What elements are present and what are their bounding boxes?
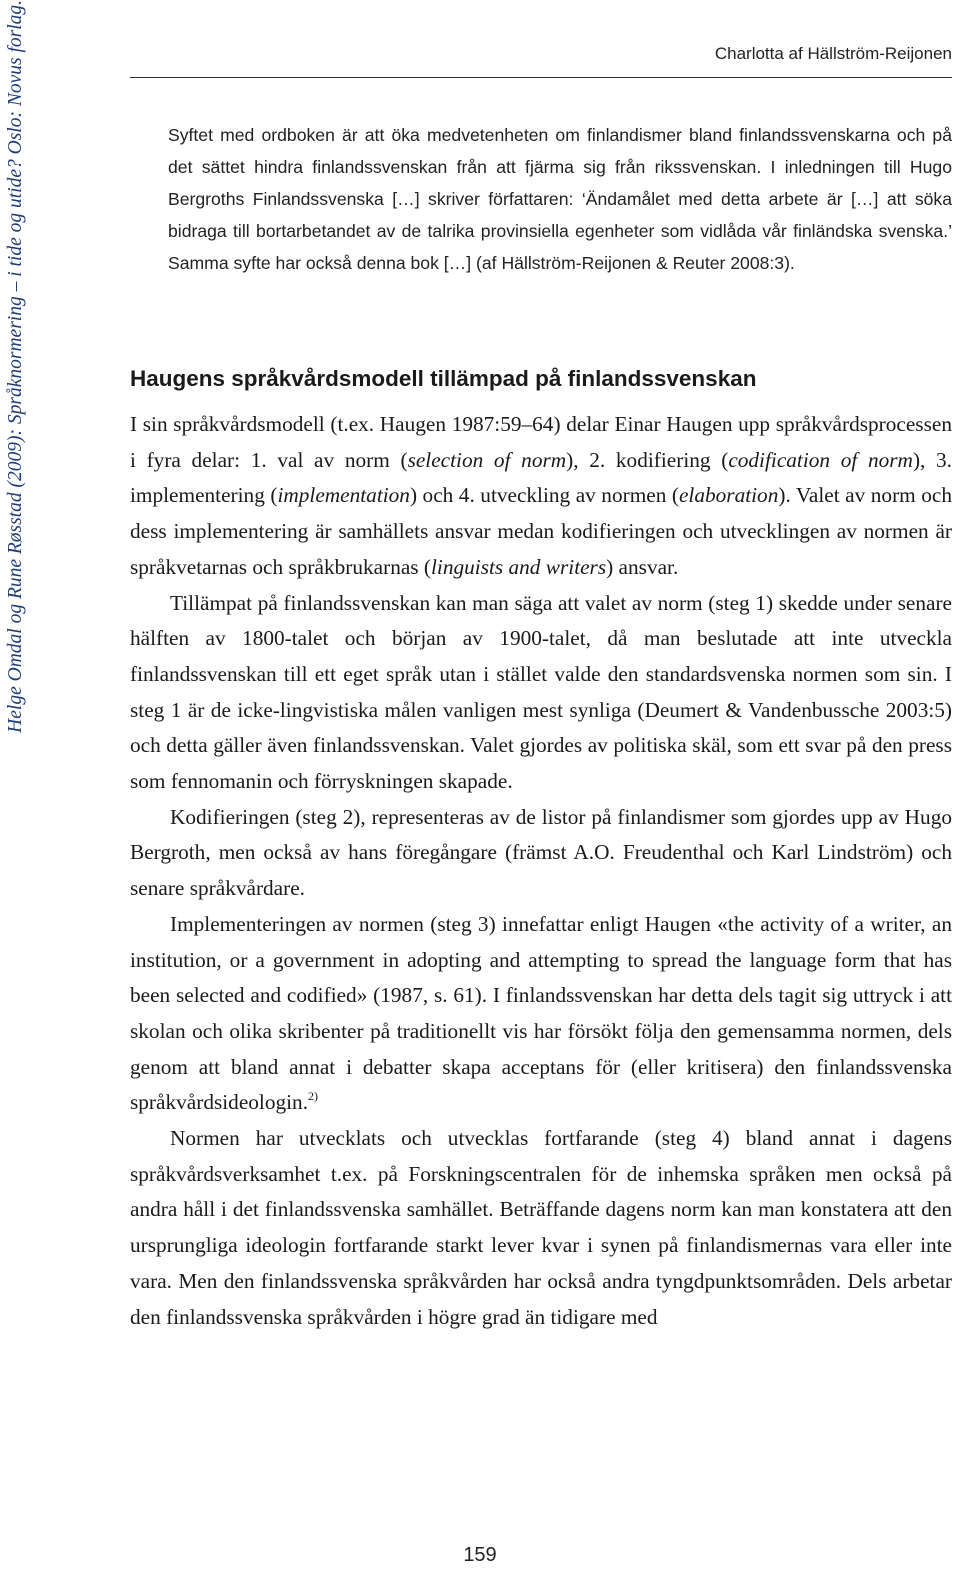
header-rule	[130, 77, 952, 78]
term-en-selection: selection of norm	[407, 447, 567, 472]
paragraph-2: Tillämpat på finlandssvenskan kan man säga att valet av norm (steg 1) skedde under senare hälften av 1800-talet och början av 1900-talet, då man beslutade att inte utveckla finlandssvenskan till ett eget språk utan i stället valde den standardsvenska normen som sin. I steg 1 är de icke-lingvistiska målen vanligen mest synliga (Deumert & Vandenbussche 2003:5) och detta gäller även finlandssvenskan. Valet gjordes av politiska skäl, som ett svar på den press som fennomanin och förryskningen skapade.	[130, 590, 952, 794]
vertical-citation-note	[0, 0, 26, 1576]
page-number: 159	[463, 1544, 497, 1566]
paragraph-3: Kodifieringen (steg 2), representeras av de listor på finlandismer som gjordes upp av Hugo Bergroth, men också av hans föregångare (främst A.O. Freudenthal och Karl Lindström) och senare språkvårdare.	[130, 804, 952, 901]
term-en-implementation: implementation	[277, 483, 410, 508]
term-en-codification: codification of norm	[728, 447, 913, 472]
body-text	[130, 407, 952, 1335]
paragraph-5: Normen har utvecklats och utvecklas fortfarande (steg 4) bland annat i dagens språkvårdsverksamhet t.ex. på Forskningscentralen för de inhemska språken men också på andra håll i det finlandssvenska samhället. Beträffande dagens norm kan man konstatera att den ursprungliga ideologin fortfarande starkt lever kvar i synen på finlandismernas vara eller inte vara. Men den finlandssvenska språkvården har också andra tyngdpunktsområden. Dels arbetar den finlandssvenska språkvården i högre grad än tidigare med	[130, 1126, 952, 1329]
paragraph-1: I sin språkvårdsmodell (t.ex. Haugen 1987:59–64) delar Einar Haugen upp språkvårdsprocessen i fyra delar: 1. val av norm (selection of norm), 2. kodifiering (codification of norm), 3. implementering (implementation) och 4. utveckling av normen (elaboration). Valet av norm och dess implementering är samhällets ansvar medan kodifieringen och utvecklingen av normen är språkvetarnas och språkbrukarnas (linguists and writers) ansvar.	[130, 412, 953, 579]
footnote-reference[interactable]: 2)	[308, 1089, 319, 1104]
citation-text: Helge Omdal og Rune Røsstad (2009): Språknormering – i tide og utide? Oslo: Novus forlag.	[5, 0, 26, 733]
term-en-elaboration: elaboration	[678, 483, 779, 508]
section-heading: Haugens språkvårdsmodell tillämpad på finlandssvenskan	[130, 366, 757, 391]
paragraph-4: Implementeringen av normen (steg 3) innefattar enligt Haugen «the activity of a writer, an institution, or a government in adopting and attempting to spread the language form that has been selected and codified» (1987, s. 61). I finlandssvenskan har detta dels tagit sig uttryck i att skolan och olika skribenter på traditionellt vis har försökt följa den gemensamma normen, dels genom att bland annat i debatter skapa acceptans för (eller kritisera) den finlandssvenska språkvårdsideologin.$^{2)}$	[130, 911, 952, 1115]
running-head-author: Charlotta af Hällström-Reijonen	[714, 44, 952, 63]
term-en-linguists: linguists and writers	[431, 554, 607, 579]
block-quote: Syftet med ordboken är att öka medvetenheten om finlandismer bland finlandssvenskarna och på det sättet hindra finlandssvenskan från att fjärma sig från rikssvenskan. I inledningen till Hugo Bergroths Finlandssvenska […] skriver författaren: ‘Ändamålet med detta arbete är […] att söka bidraga till bortarbetandet av de talrika provinsiella egenheter som vidlåda vår finländska svenska.’ Samma syfte har också denna bok […] (af Hällström-Reijonen & Reuter 2008:3).	[168, 125, 952, 273]
